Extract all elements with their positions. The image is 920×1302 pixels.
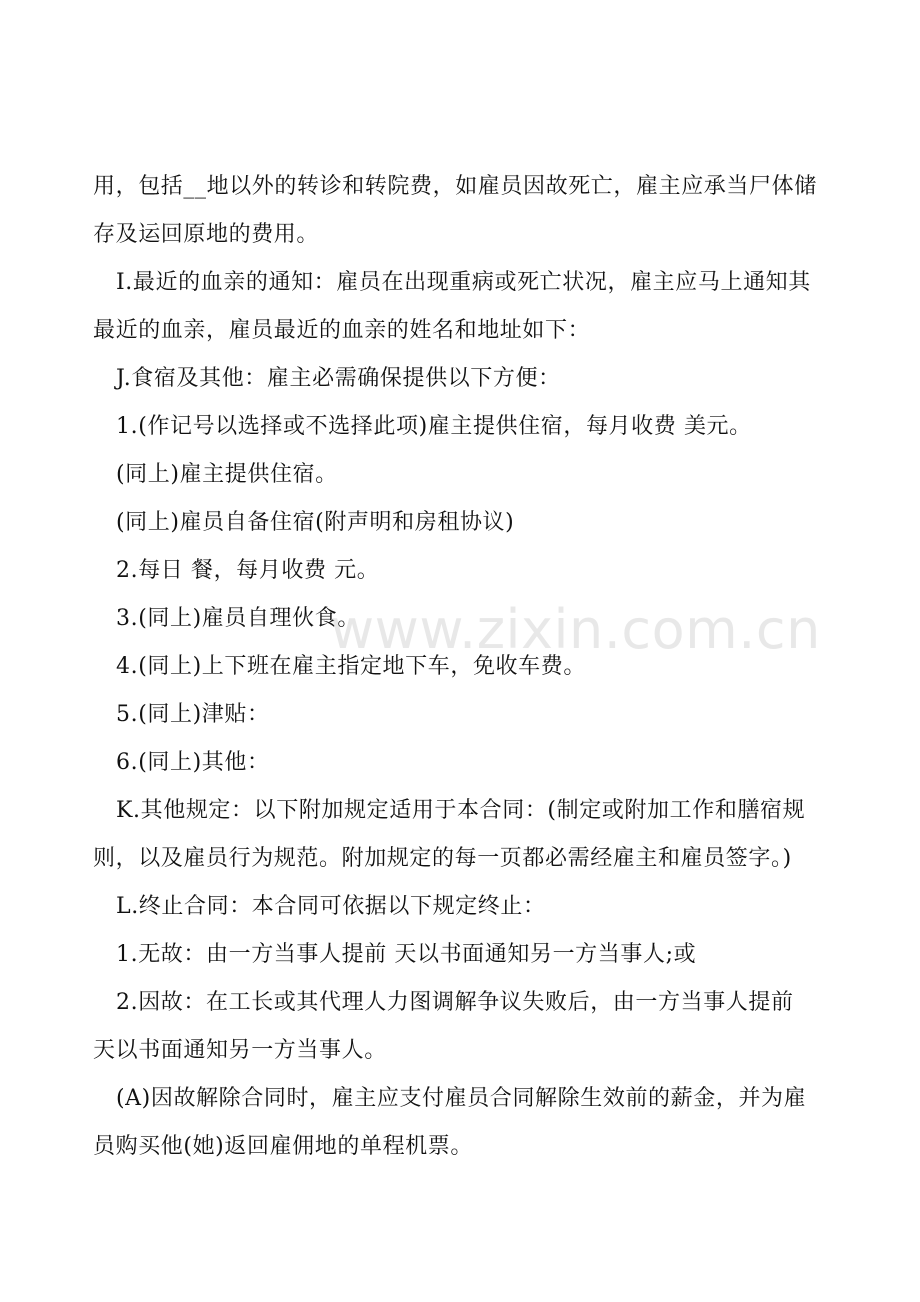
section-l-item-2-line-2: 天以书面通知另一方当事人。: [93, 1038, 387, 1063]
section-l-heading: L.终止合同：本合同可依据以下规定终止：: [116, 894, 546, 919]
section-l-item-a-line-2: 员购买他(她)返回雇佣地的单程机票。: [93, 1134, 473, 1159]
section-j-item-6: 6.(同上)其他：: [116, 750, 270, 775]
section-j-item-5: 5.(同上)津贴：: [116, 702, 270, 727]
section-j-item-1c: (同上)雇员自备住宿(附声明和房租协议): [116, 510, 515, 535]
watermark: www.zixin.com.cn: [330, 598, 821, 661]
section-i-line-1: I.最近的血亲的通知：雇员在出现重病或死亡状况，雇主应马上通知其: [116, 270, 811, 295]
section-i-line-2: 最近的血亲，雇员最近的血亲的姓名和地址如下：: [93, 318, 591, 343]
section-j-item-1b: (同上)雇主提供住宿。: [116, 462, 338, 487]
section-l-item-a-line-1: (A)因故解除合同时，雇主应支付雇员合同解除生效前的薪金，并为雇: [116, 1086, 807, 1111]
section-k-line-2: 则，以及雇员行为规范。附加规定的每一页都必需经雇主和雇员签字。): [93, 846, 792, 871]
section-k-line-1: K.其他规定：以下附加规定适用于本合同：(制定或附加工作和膳宿规: [116, 798, 806, 823]
text-line-2: 存及运回原地的费用。: [93, 222, 320, 247]
section-l-item-1: 1.无故：由一方当事人提前 天以书面通知另一方当事人;或: [116, 942, 697, 967]
section-j-item-1: 1.(作记号以选择或不选择此项)雇主提供住宿，每月收费 美元。: [116, 414, 752, 439]
section-j-item-4: 4.(同上)上下班在雇主指定地下车，免收车费。: [116, 654, 586, 679]
section-j-item-2: 2.每日 餐，每月收费 元。: [116, 558, 380, 583]
section-j-heading: J.食宿及其他：雇主必需确保提供以下方便：: [116, 366, 561, 391]
section-j-item-3: 3.(同上)雇员自理伙食。: [116, 606, 360, 631]
section-l-item-2-line-1: 2.因故：在工长或其代理人力图调解争议失败后，由一方当事人提前: [116, 990, 794, 1015]
text-line-1: 用，包括__地以外的转诊和转院费，如雇员因故死亡，雇主应承当尸体储: [93, 174, 817, 199]
